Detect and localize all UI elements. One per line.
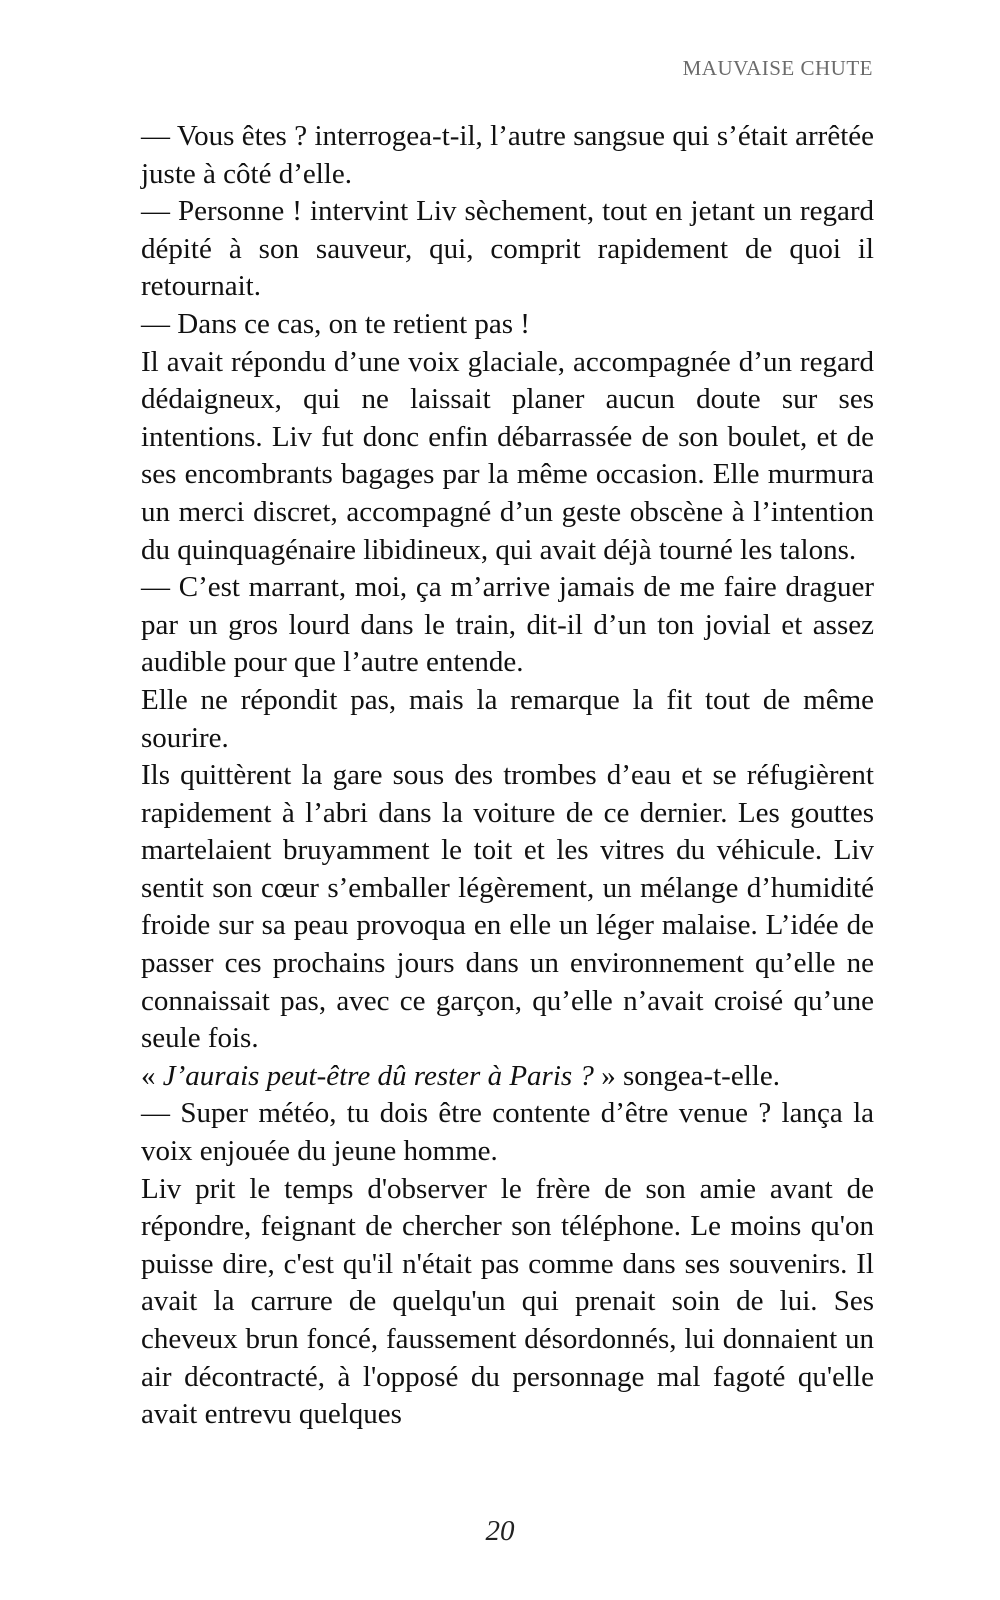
paragraph: — Super météo, tu dois être contente d’être venue ? lança la voix enjouée du jeune homme. <box>141 1097 874 1168</box>
paragraph: — C’est marrant, moi, ça m’arrive jamais de me faire draguer par un gros lourd dans le train, dit-il d’un ton jovial et assez audible pour que l’autre entende. <box>141 571 874 679</box>
paragraph: — Vous êtes ? interrogea-t-il, l’autre sangsue qui s’était arrêtée juste à côté d’elle. <box>141 120 874 190</box>
page-number: 20 <box>485 1515 515 1547</box>
paragraph: — Dans ce cas, on te retient pas ! <box>141 307 530 340</box>
paragraph: — Personne ! intervint Liv sèchement, tout en jetant un regard dépité à son sauveur, qui, comprit rapidement de quoi il retournait. <box>141 195 874 303</box>
paragraph: Il avait répondu d’une voix glaciale, accompagnée d’un regard dédaigneux, qui ne laissait planer aucun doute sur ses intentions. Liv fut donc enfin débarrassée de son boulet, et de ses encombrants bagages par la même occasion. Elle murmura un merci discret, accompagné d’un geste obscène à l’intention du quinquagénaire libidineux, qui avait déjà tourné les talons. <box>141 345 874 566</box>
open-quote: « <box>141 1059 163 1092</box>
paragraph: Ils quittèrent la gare sous des trombes d’eau et se réfugièrent rapidement à l’abri dans la voiture de ce dernier. Les gouttes martelaient bruyamment le toit et les vitres du véhicule. Liv sentit son cœur s’emballer légèrement, un mélange d’humidité froide sur sa peau provoqua en elle un léger malaise. L’idée de passer ces prochains jours dans un environnement qu’elle ne connaissait pas, avec ce garçon, qu’elle n’avait croisé qu’une seule fois. <box>141 759 874 1055</box>
page-body <box>141 118 874 1434</box>
thought-tail: » songea-t-elle. <box>593 1059 780 1092</box>
paragraph: Elle ne répondit pas, mais la remarque la fit tout de même sourire. <box>141 683 874 754</box>
italic-thought: J’aurais peut-être dû rester à Paris ? <box>162 1059 594 1092</box>
paragraph: Liv prit le temps d'observer le frère de son amie avant de répondre, feignant de chercher son téléphone. Le moins qu'on puisse dire, c'est qu'il n'était pas comme dans ses souvenirs. Il avait la carrure de quelqu'un qui prenait soin de lui. Ses cheveux brun foncé, faussement désordonnés, lui donnaient un air décontracté, à l'opposé du personnage mal fagoté qu'elle avait entrevu quelques <box>141 1172 874 1431</box>
thought-paragraph <box>141 1058 874 1096</box>
running-title: MAUVAISE CHUTE <box>682 56 873 80</box>
